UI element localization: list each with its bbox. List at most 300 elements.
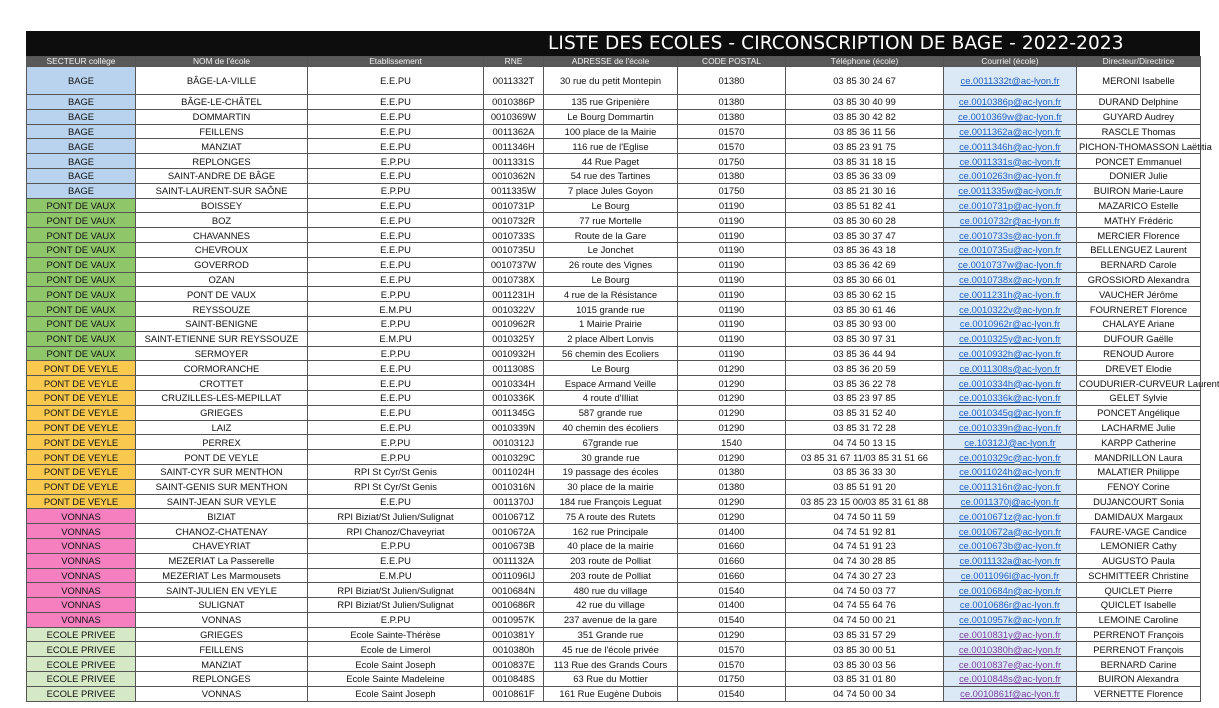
table-row	[27, 183, 1201, 198]
rne-cell: 0011308S	[484, 361, 544, 376]
rne-cell: 0010733S	[484, 228, 544, 243]
table-row	[27, 553, 1201, 568]
phone-cell: 04 74 50 11 59	[786, 509, 944, 524]
postal-code-cell: 01290	[678, 390, 786, 405]
email-cell	[944, 67, 1077, 95]
address-cell: 480 rue du village	[544, 583, 678, 598]
email-link[interactable]: ce.0011331s@ac-lyon.fr	[959, 155, 1061, 167]
director-cell: PONCET Emmanuel	[1077, 154, 1201, 169]
rne-cell: 0010672A	[484, 524, 544, 539]
table-row	[27, 346, 1201, 361]
email-cell	[944, 553, 1077, 568]
address-cell: Le Bourg	[544, 198, 678, 213]
email-link[interactable]: ce.0010329c@ac-lyon.fr	[959, 451, 1061, 463]
school-name-cell: FEILLENS	[136, 642, 308, 657]
postal-code-cell: 01190	[678, 287, 786, 302]
email-link[interactable]: ce.0010671z@ac-lyon.fr	[959, 510, 1061, 522]
establishment-cell: E.E.PU	[308, 553, 484, 568]
postal-code-cell: 01660	[678, 538, 786, 553]
establishment-cell: RPI Biziat/St Julien/Sulignat	[308, 598, 484, 613]
email-link[interactable]: ce.0010686r@ac-lyon.fr	[959, 599, 1061, 611]
establishment-cell: Ecole Saint Joseph	[308, 686, 484, 701]
postal-code-cell: 01660	[678, 568, 786, 583]
director-cell: SCHMITTEER Christine	[1077, 568, 1201, 583]
rne-cell: 0010673B	[484, 538, 544, 553]
school-name-cell: PONT DE VEYLE	[136, 450, 308, 465]
rne-cell: 0011362A	[484, 124, 544, 139]
establishment-cell: E.E.PU	[308, 376, 484, 391]
rne-cell: 0010369W	[484, 109, 544, 124]
rne-cell: 0010932H	[484, 346, 544, 361]
director-cell: QUICLET Pierre	[1077, 583, 1201, 598]
email-link[interactable]: ce.0011316n@ac-lyon.fr	[959, 481, 1061, 493]
sector-cell: ECOLE PRIVEE	[27, 657, 136, 672]
address-cell: 75 A route des Rutets	[544, 509, 678, 524]
table-row	[27, 154, 1201, 169]
address-cell: 45 rue de l'école privée	[544, 642, 678, 657]
table-row	[27, 67, 1201, 95]
director-cell: DONIER Julie	[1077, 168, 1201, 183]
school-name-cell: BIZIAT	[136, 509, 308, 524]
phone-cell: 03 85 30 60 28	[786, 213, 944, 228]
phone-cell: 04 74 51 92 81	[786, 524, 944, 539]
email-link[interactable]: ce.0010322v@ac-lyon.fr	[959, 303, 1061, 315]
header-phone: Téléphone (école)	[786, 57, 944, 67]
director-cell: LEMONIER Cathy	[1077, 538, 1201, 553]
rne-cell: 0010686R	[484, 598, 544, 613]
phone-cell: 03 85 30 24 67	[786, 67, 944, 95]
phone-cell: 03 85 30 00 51	[786, 642, 944, 657]
address-cell: 237 avenue de la gare	[544, 612, 678, 627]
phone-cell: 03 85 30 62 15	[786, 287, 944, 302]
email-link[interactable]: ce.0010386p@ac-lyon.fr	[958, 96, 1062, 108]
director-cell: MANDRILLON Laura	[1077, 450, 1201, 465]
postal-code-cell: 01540	[678, 612, 786, 627]
school-name-cell: GOVERROD	[136, 257, 308, 272]
sector-cell: VONNAS	[27, 538, 136, 553]
school-name-cell: FEILLENS	[136, 124, 308, 139]
sector-cell: ECOLE PRIVEE	[27, 642, 136, 657]
director-cell: FAURE-VAGE Candice	[1077, 524, 1201, 539]
phone-cell: 03 85 30 97 31	[786, 331, 944, 346]
director-cell: FENOY Corine	[1077, 479, 1201, 494]
school-name-cell: CHANOZ-CHATENAY	[136, 524, 308, 539]
director-cell: MALATIER Philippe	[1077, 464, 1201, 479]
sector-cell: PONT DE VEYLE	[27, 420, 136, 435]
rne-cell: 0010381Y	[484, 627, 544, 642]
director-cell: LACHARME Julie	[1077, 420, 1201, 435]
school-name-cell: BÂGE-LA-VILLE	[136, 67, 308, 95]
director-cell: GROSSIORD Alexandra	[1077, 272, 1201, 287]
table-row	[27, 257, 1201, 272]
postal-code-cell: 01290	[678, 405, 786, 420]
rne-cell: 0011335W	[484, 183, 544, 198]
establishment-cell: E.P.PU	[308, 435, 484, 450]
sector-cell: BAGE	[27, 168, 136, 183]
director-cell: FOURNERET Florence	[1077, 302, 1201, 317]
email-link[interactable]: ce.0010735u@ac-lyon.fr	[958, 244, 1062, 256]
sector-cell: BAGE	[27, 154, 136, 169]
phone-cell: 03 85 36 33 30	[786, 464, 944, 479]
director-cell: VAUCHER Jérôme	[1077, 287, 1201, 302]
email-link[interactable]: ce.0010962r@ac-lyon.fr	[959, 318, 1061, 330]
school-name-cell: LAIZ	[136, 420, 308, 435]
director-cell: DUJANCOURT Sonia	[1077, 494, 1201, 509]
postal-code-cell: 01190	[678, 316, 786, 331]
rne-cell: 0010737W	[484, 257, 544, 272]
sector-cell: PONT DE VAUX	[27, 316, 136, 331]
table-row	[27, 642, 1201, 657]
school-name-cell: SAINT-ETIENNE SUR REYSSOUZE	[136, 331, 308, 346]
sector-cell: BAGE	[27, 109, 136, 124]
address-cell: 203 route de Polliat	[544, 553, 678, 568]
establishment-cell: E.P.PU	[308, 154, 484, 169]
postal-code-cell: 01290	[678, 627, 786, 642]
email-link[interactable]: ce.0010733s@ac-lyon.fr	[959, 229, 1061, 241]
rne-cell: 0010837E	[484, 657, 544, 672]
phone-cell: 03 85 36 44 94	[786, 346, 944, 361]
director-cell: BERNARD Carole	[1077, 257, 1201, 272]
email-link[interactable]: ce.0010837e@ac-lyon.fr	[958, 658, 1062, 670]
address-cell: 162 rue Principale	[544, 524, 678, 539]
email-cell	[944, 168, 1077, 183]
sector-cell: BAGE	[27, 95, 136, 110]
table-row	[27, 405, 1201, 420]
rne-cell: 0011332T	[484, 67, 544, 95]
header-email: Courriel (école)	[944, 57, 1077, 67]
establishment-cell: E.P.PU	[308, 450, 484, 465]
director-cell: MERCIER Florence	[1077, 228, 1201, 243]
email-cell	[944, 331, 1077, 346]
school-name-cell: PONT DE VAUX	[136, 287, 308, 302]
phone-cell: 03 85 51 82 41	[786, 198, 944, 213]
postal-code-cell: 01290	[678, 361, 786, 376]
phone-cell: 03 85 23 97 85	[786, 390, 944, 405]
table-row	[27, 316, 1201, 331]
school-name-cell: CHAVANNES	[136, 228, 308, 243]
director-cell: CHALAYE Ariane	[1077, 316, 1201, 331]
sector-cell: PONT DE VAUX	[27, 272, 136, 287]
rne-cell: 0010362N	[484, 168, 544, 183]
phone-cell: 03 85 31 52 40	[786, 405, 944, 420]
rne-cell: 0010329C	[484, 450, 544, 465]
phone-cell: 04 74 55 64 76	[786, 598, 944, 613]
email-cell	[944, 198, 1077, 213]
email-cell	[944, 686, 1077, 701]
school-name-cell: CRUZILLES-LES-MEPILLAT	[136, 390, 308, 405]
director-cell: BUIRON Marie-Laure	[1077, 183, 1201, 198]
sector-cell: VONNAS	[27, 612, 136, 627]
sector-cell: PONT DE VAUX	[27, 228, 136, 243]
email-link[interactable]: ce.0010732r@ac-lyon.fr	[959, 214, 1061, 226]
email-link[interactable]: ce.0011346h@ac-lyon.fr	[959, 140, 1061, 152]
school-name-cell: BOISSEY	[136, 198, 308, 213]
phone-cell: 03 85 36 42 69	[786, 257, 944, 272]
table-row	[27, 213, 1201, 228]
sector-cell: PONT DE VEYLE	[27, 435, 136, 450]
sector-cell: PONT DE VEYLE	[27, 494, 136, 509]
phone-cell: 04 74 50 13 15	[786, 435, 944, 450]
phone-cell: 04 74 30 28 85	[786, 553, 944, 568]
email-link[interactable]: ce.0010738x@ac-lyon.fr	[959, 273, 1061, 285]
email-cell	[944, 450, 1077, 465]
phone-cell: 03 85 36 20 59	[786, 361, 944, 376]
email-cell	[944, 302, 1077, 317]
director-cell: DREVET Elodie	[1077, 361, 1201, 376]
postal-code-cell: 01540	[678, 583, 786, 598]
email-cell	[944, 598, 1077, 613]
rne-cell: 0010731P	[484, 198, 544, 213]
email-cell	[944, 316, 1077, 331]
email-link[interactable]: ce.0010848s@ac-lyon.fr	[959, 673, 1061, 685]
email-link[interactable]: ce.0010263n@ac-lyon.fr	[958, 170, 1062, 182]
table-row	[27, 361, 1201, 376]
school-name-cell: DOMMARTIN	[136, 109, 308, 124]
school-name-cell: OZAN	[136, 272, 308, 287]
establishment-cell: E.P.PU	[308, 346, 484, 361]
email-link[interactable]: ce.0010334h@ac-lyon.fr	[958, 377, 1062, 389]
email-link[interactable]: ce.0010380h@ac-lyon.fr	[958, 643, 1062, 655]
rne-cell: 0010732R	[484, 213, 544, 228]
email-link[interactable]: ce.10312J@ac-lyon.fr	[964, 436, 1056, 448]
establishment-cell: E.P.PU	[308, 316, 484, 331]
table-row	[27, 198, 1201, 213]
phone-cell: 03 85 30 37 47	[786, 228, 944, 243]
establishment-cell: RPI Biziat/St Julien/Sulignat	[308, 583, 484, 598]
email-link[interactable]: ce.0011335w@ac-lyon.fr	[958, 185, 1062, 197]
address-cell: 1 Mairie Prairie	[544, 316, 678, 331]
address-cell: 7 place Jules Goyon	[544, 183, 678, 198]
rne-cell: 0010861F	[484, 686, 544, 701]
email-cell	[944, 257, 1077, 272]
director-cell: BERNARD Carine	[1077, 657, 1201, 672]
email-link[interactable]: ce.0010831y@ac-lyon.fr	[959, 629, 1061, 641]
establishment-cell: Ecole Saint Joseph	[308, 657, 484, 672]
address-cell: Le Jonchet	[544, 242, 678, 257]
table-row	[27, 272, 1201, 287]
sector-cell: VONNAS	[27, 524, 136, 539]
postal-code-cell: 01380	[678, 168, 786, 183]
postal-code-cell: 01190	[678, 213, 786, 228]
address-cell: 77 rue Mortelle	[544, 213, 678, 228]
table-row	[27, 568, 1201, 583]
address-cell: Le Bourg	[544, 361, 678, 376]
establishment-cell: E.E.PU	[308, 390, 484, 405]
establishment-cell: RPI St Cyr/St Genis	[308, 464, 484, 479]
email-cell	[944, 672, 1077, 687]
rne-cell: 0010312J	[484, 435, 544, 450]
postal-code-cell: 01190	[678, 331, 786, 346]
address-cell: 116 rue de l'Eglise	[544, 139, 678, 154]
email-link[interactable]: ce.0010737w@ac-lyon.fr	[958, 259, 1062, 271]
school-name-cell: SAINT-JEAN SUR VEYLE	[136, 494, 308, 509]
sector-cell: PONT DE VAUX	[27, 287, 136, 302]
establishment-cell: E.P.PU	[308, 287, 484, 302]
director-cell: MATHY Frédéric	[1077, 213, 1201, 228]
sector-cell: PONT DE VAUX	[27, 242, 136, 257]
sector-cell: VONNAS	[27, 509, 136, 524]
postal-code-cell: 01290	[678, 509, 786, 524]
director-cell: BELLENGUEZ Laurent	[1077, 242, 1201, 257]
phone-cell: 03 85 21 30 16	[786, 183, 944, 198]
phone-cell: 03 85 36 33 09	[786, 168, 944, 183]
school-name-cell: SULIGNAT	[136, 598, 308, 613]
email-cell	[944, 494, 1077, 509]
email-link[interactable]: ce.0010861f@ac-lyon.fr	[960, 688, 1060, 700]
email-link[interactable]: ce.0010339n@ac-lyon.fr	[958, 421, 1062, 433]
establishment-cell: Ecole Sainte Madeleine	[308, 672, 484, 687]
header-address: ADRESSE de l'école	[544, 57, 678, 67]
email-link[interactable]: ce.0011024h@ac-lyon.fr	[959, 466, 1061, 478]
director-cell: PONCET Angélique	[1077, 405, 1201, 420]
email-link[interactable]: ce.0010345g@ac-lyon.fr	[958, 407, 1062, 419]
rne-cell: 0010339N	[484, 420, 544, 435]
email-cell	[944, 538, 1077, 553]
phone-cell: 03 85 30 61 46	[786, 302, 944, 317]
address-cell: 135 rue Gripenière	[544, 95, 678, 110]
sector-cell: PONT DE VAUX	[27, 302, 136, 317]
rne-cell: 0011346H	[484, 139, 544, 154]
director-cell: RENOUD Aurore	[1077, 346, 1201, 361]
postal-code-cell: 01540	[678, 686, 786, 701]
email-link[interactable]: ce.0010731p@ac-lyon.fr	[958, 199, 1062, 211]
sector-cell: VONNAS	[27, 598, 136, 613]
email-link[interactable]: ce.0011370j@ac-lyon.fr	[960, 495, 1060, 507]
establishment-cell: E.E.PU	[308, 67, 484, 95]
phone-cell: 03 85 31 67 11/03 85 31 51 66	[786, 450, 944, 465]
header-postal-code: CODE POSTAL	[678, 57, 786, 67]
establishment-cell: Ecole Sainte-Thérèse	[308, 627, 484, 642]
email-link[interactable]: ce.0011308s@ac-lyon.fr	[959, 362, 1061, 374]
email-cell	[944, 361, 1077, 376]
schools-table	[26, 56, 1219, 702]
address-cell: 30 grande rue	[544, 450, 678, 465]
email-link[interactable]: ce.0010336k@ac-lyon.fr	[959, 392, 1061, 404]
email-link[interactable]: ce.0011332t@ac-lyon.fr	[960, 75, 1060, 86]
email-link[interactable]: ce.0010369w@ac-lyon.fr	[958, 111, 1062, 123]
director-cell: DUFOUR Gaëlle	[1077, 331, 1201, 346]
email-link[interactable]: ce.0010957k@ac-lyon.fr	[959, 614, 1061, 626]
email-cell	[944, 657, 1077, 672]
email-link[interactable]: ce.0011096l@ac-lyon.fr	[960, 569, 1060, 581]
header-school-name: NOM de l'école	[136, 57, 308, 67]
sector-cell: PONT DE VAUX	[27, 331, 136, 346]
establishment-cell: E.E.PU	[308, 272, 484, 287]
phone-cell: 03 85 30 03 56	[786, 657, 944, 672]
director-cell: RASCLE Thomas	[1077, 124, 1201, 139]
postal-code-cell: 01290	[678, 376, 786, 391]
email-link[interactable]: ce.0010684n@ac-lyon.fr	[958, 584, 1062, 596]
establishment-cell: E.E.PU	[308, 420, 484, 435]
table-body	[27, 67, 1219, 702]
email-cell	[944, 124, 1077, 139]
email-cell	[944, 524, 1077, 539]
director-cell: MAZARICO Estelle	[1077, 198, 1201, 213]
email-cell	[944, 405, 1077, 420]
phone-cell: 03 85 31 57 29	[786, 627, 944, 642]
rne-cell: 0011331S	[484, 154, 544, 169]
address-cell: Le Bourg	[544, 272, 678, 287]
director-cell: QUICLET Isabelle	[1077, 598, 1201, 613]
director-cell: KARPP Catherine	[1077, 435, 1201, 450]
establishment-cell: E.E.PU	[308, 139, 484, 154]
establishment-cell: E.M.PU	[308, 302, 484, 317]
phone-cell: 03 85 36 11 56	[786, 124, 944, 139]
establishment-cell: RPI Chanoz/Chaveyriat	[308, 524, 484, 539]
phone-cell: 03 85 23 15 00/03 85 31 61 88	[786, 494, 944, 509]
sector-cell: PONT DE VEYLE	[27, 361, 136, 376]
phone-cell: 03 85 23 91 75	[786, 139, 944, 154]
email-cell	[944, 242, 1077, 257]
postal-code-cell: 01290	[678, 450, 786, 465]
school-name-cell: SERMOYER	[136, 346, 308, 361]
postal-code-cell: 01190	[678, 272, 786, 287]
director-cell: GELET Sylvie	[1077, 390, 1201, 405]
establishment-cell: E.E.PU	[308, 242, 484, 257]
email-cell	[944, 109, 1077, 124]
phone-cell: 03 85 30 42 82	[786, 109, 944, 124]
address-cell: 30 rue du petit Montepin	[544, 67, 678, 95]
address-cell: 113 Rue des Grands Cours	[544, 657, 678, 672]
school-name-cell: CHAVEYRIAT	[136, 538, 308, 553]
table-row	[27, 538, 1201, 553]
email-cell	[944, 376, 1077, 391]
rne-cell: 0010386P	[484, 95, 544, 110]
rne-cell: 0011370J	[484, 494, 544, 509]
school-name-cell: SAINT-ANDRE DE BÂGE	[136, 168, 308, 183]
phone-cell: 04 74 50 03 77	[786, 583, 944, 598]
sector-cell: PONT DE VEYLE	[27, 464, 136, 479]
postal-code-cell: 01750	[678, 183, 786, 198]
postal-code-cell: 01190	[678, 242, 786, 257]
email-link[interactable]: ce.0010325y@ac-lyon.fr	[959, 333, 1061, 345]
rne-cell: 0010316N	[484, 479, 544, 494]
email-link[interactable]: ce.0011231h@ac-lyon.fr	[959, 288, 1061, 300]
phone-cell: 03 85 30 93 00	[786, 316, 944, 331]
postal-code-cell: 01400	[678, 524, 786, 539]
email-link[interactable]: ce.0011362a@ac-lyon.fr	[959, 125, 1061, 137]
sector-cell: BAGE	[27, 67, 136, 95]
email-link[interactable]: ce.0011132a@ac-lyon.fr	[959, 555, 1061, 567]
email-link[interactable]: ce.0010932h@ac-lyon.fr	[958, 347, 1062, 359]
postal-code-cell: 01570	[678, 124, 786, 139]
table-row	[27, 376, 1201, 391]
postal-code-cell: 01750	[678, 672, 786, 687]
email-cell	[944, 95, 1077, 110]
address-cell: 4 rue de la Résistance	[544, 287, 678, 302]
email-cell	[944, 139, 1077, 154]
table-row	[27, 524, 1201, 539]
director-cell: MERONI Isabelle	[1077, 67, 1201, 95]
sector-cell: PONT DE VAUX	[27, 213, 136, 228]
email-link[interactable]: ce.0010673b@ac-lyon.fr	[958, 540, 1062, 552]
table-row	[27, 168, 1201, 183]
postal-code-cell: 01290	[678, 420, 786, 435]
table-row	[27, 657, 1201, 672]
address-cell: 40 chemin des écoliers	[544, 420, 678, 435]
director-cell: BUIRON Alexandra	[1077, 672, 1201, 687]
postal-code-cell: 01660	[678, 553, 786, 568]
establishment-cell: E.E.PU	[308, 109, 484, 124]
address-cell: 203 route de Polliat	[544, 568, 678, 583]
header-rne: RNE	[484, 57, 544, 67]
postal-code-cell: 1540	[678, 435, 786, 450]
email-link[interactable]: ce.0010672a@ac-lyon.fr	[958, 525, 1062, 537]
director-cell: LEMOINE Caroline	[1077, 612, 1201, 627]
school-name-cell: REPLONGES	[136, 672, 308, 687]
sector-cell: PONT DE VEYLE	[27, 390, 136, 405]
address-cell: 2 place Albert Lonvis	[544, 331, 678, 346]
